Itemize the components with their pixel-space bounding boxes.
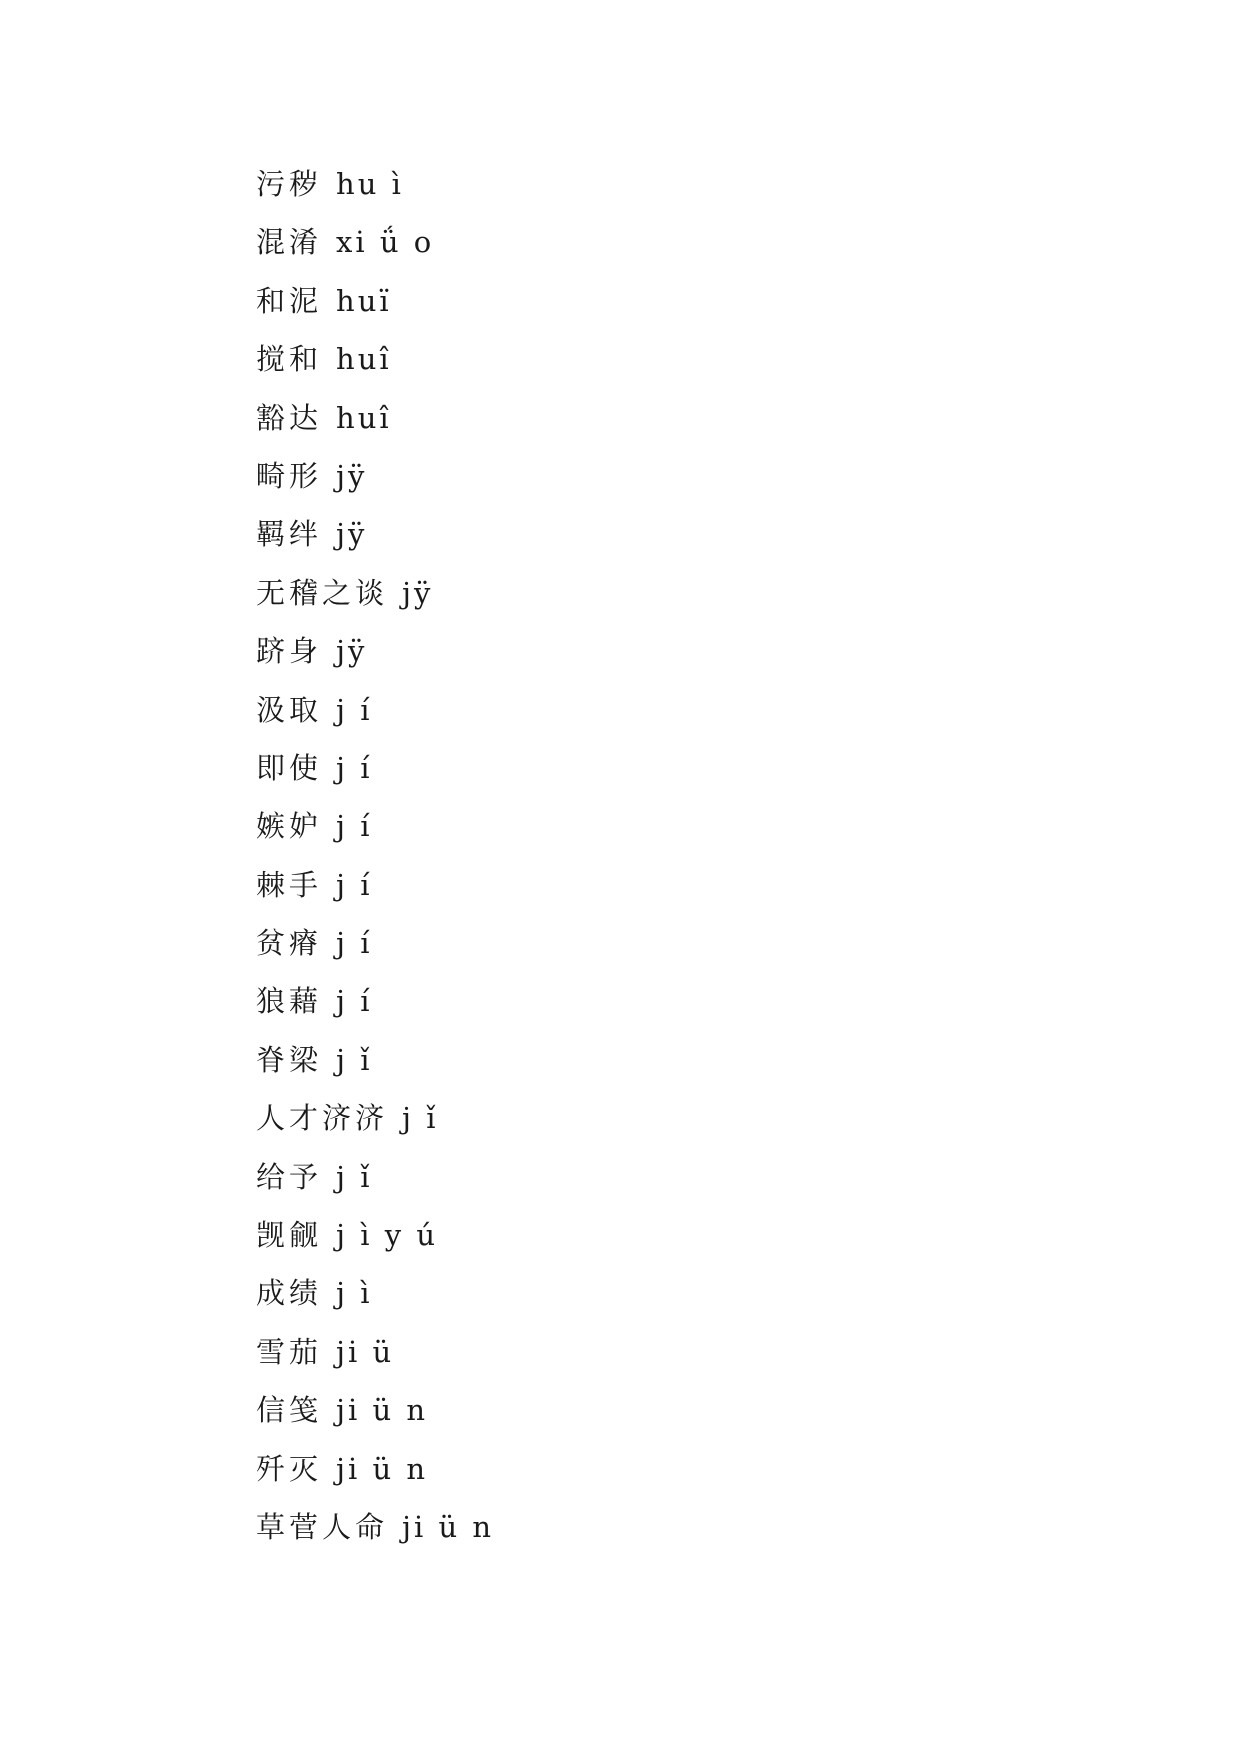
entry-word: 豁达 xyxy=(256,400,323,435)
vocabulary-entry xyxy=(256,272,494,330)
entry-pinyin: j í xyxy=(336,750,373,785)
vocabulary-entry xyxy=(256,330,494,388)
entry-word: 畸形 xyxy=(256,458,323,493)
entry-pinyin: j í xyxy=(336,809,373,844)
vocabulary-entry xyxy=(256,389,494,447)
entry-pinyin: j ǐ xyxy=(402,1101,439,1136)
entry-word: 污秽 xyxy=(256,167,323,201)
vocabulary-entry xyxy=(256,447,494,505)
vocabulary-entry xyxy=(256,914,494,972)
entry-pinyin: j ì y ú xyxy=(336,1218,438,1253)
vocabulary-entry xyxy=(256,564,494,622)
vocabulary-entry xyxy=(256,1089,494,1147)
entry-word: 狼藉 xyxy=(256,984,323,1019)
entry-pinyin: j í xyxy=(336,867,373,902)
entry-pinyin: j í xyxy=(336,984,373,1019)
vocabulary-entry xyxy=(256,213,494,271)
entry-word: 搅和 xyxy=(256,342,323,377)
vocabulary-entry xyxy=(256,622,494,680)
entry-word: 羁绊 xyxy=(256,517,323,552)
entry-word: 雪茄 xyxy=(256,1334,323,1369)
vocabulary-entry xyxy=(256,1031,494,1089)
entry-pinyin: ji ü n xyxy=(336,1451,429,1486)
entry-pinyin: j í xyxy=(336,692,373,727)
entry-word: 跻身 xyxy=(256,634,323,669)
vocabulary-list xyxy=(256,155,494,1556)
entry-pinyin: j ǐ xyxy=(336,1042,373,1077)
vocabulary-entry xyxy=(256,1323,494,1381)
entry-pinyin: hu ì xyxy=(336,167,404,201)
entry-pinyin: xi ǘ o xyxy=(336,225,435,260)
entry-pinyin: jÿ xyxy=(336,458,368,493)
entry-word: 给予 xyxy=(256,1159,323,1194)
entry-word: 人才济济 xyxy=(256,1101,389,1136)
vocabulary-entry xyxy=(256,1264,494,1322)
vocabulary-entry xyxy=(256,856,494,914)
entry-pinyin: jÿ xyxy=(402,575,434,610)
entry-pinyin: j ì xyxy=(336,1276,373,1311)
entry-word: 草菅人命 xyxy=(256,1509,389,1544)
entry-pinyin: huï xyxy=(336,283,392,318)
entry-word: 觊觎 xyxy=(256,1218,323,1253)
entry-word: 和泥 xyxy=(256,283,323,318)
entry-pinyin: ji ü n xyxy=(336,1393,429,1428)
entry-pinyin: huî xyxy=(336,400,392,435)
entry-word: 脊梁 xyxy=(256,1042,323,1077)
entry-word: 嫉妒 xyxy=(256,809,323,844)
entry-word: 无稽之谈 xyxy=(256,575,389,610)
vocabulary-entry xyxy=(256,1381,494,1439)
entry-pinyin: huî xyxy=(336,342,392,377)
entry-word: 成绩 xyxy=(256,1276,323,1311)
vocabulary-entry xyxy=(256,681,494,739)
entry-word: 棘手 xyxy=(256,867,323,902)
entry-word: 即使 xyxy=(256,750,323,785)
vocabulary-entry xyxy=(256,1498,494,1556)
entry-pinyin: jÿ xyxy=(336,517,368,552)
entry-pinyin: j ǐ xyxy=(336,1159,373,1194)
entry-word: 汲取 xyxy=(256,692,323,727)
entry-pinyin: jÿ xyxy=(336,634,368,669)
vocabulary-entry xyxy=(256,505,494,563)
entry-word: 贫瘠 xyxy=(256,926,323,961)
vocabulary-entry xyxy=(256,1440,494,1498)
vocabulary-entry xyxy=(256,972,494,1030)
vocabulary-entry xyxy=(256,1206,494,1264)
entry-word: 歼灭 xyxy=(256,1451,323,1486)
entry-word: 混淆 xyxy=(256,225,323,260)
vocabulary-entry xyxy=(256,797,494,855)
vocabulary-entry xyxy=(256,155,494,213)
entry-pinyin: j í xyxy=(336,926,373,961)
entry-pinyin: ji ü xyxy=(336,1334,395,1369)
entry-word: 信笺 xyxy=(256,1393,323,1428)
entry-pinyin: ji ü n xyxy=(402,1509,495,1544)
vocabulary-entry xyxy=(256,739,494,797)
vocabulary-entry xyxy=(256,1148,494,1206)
